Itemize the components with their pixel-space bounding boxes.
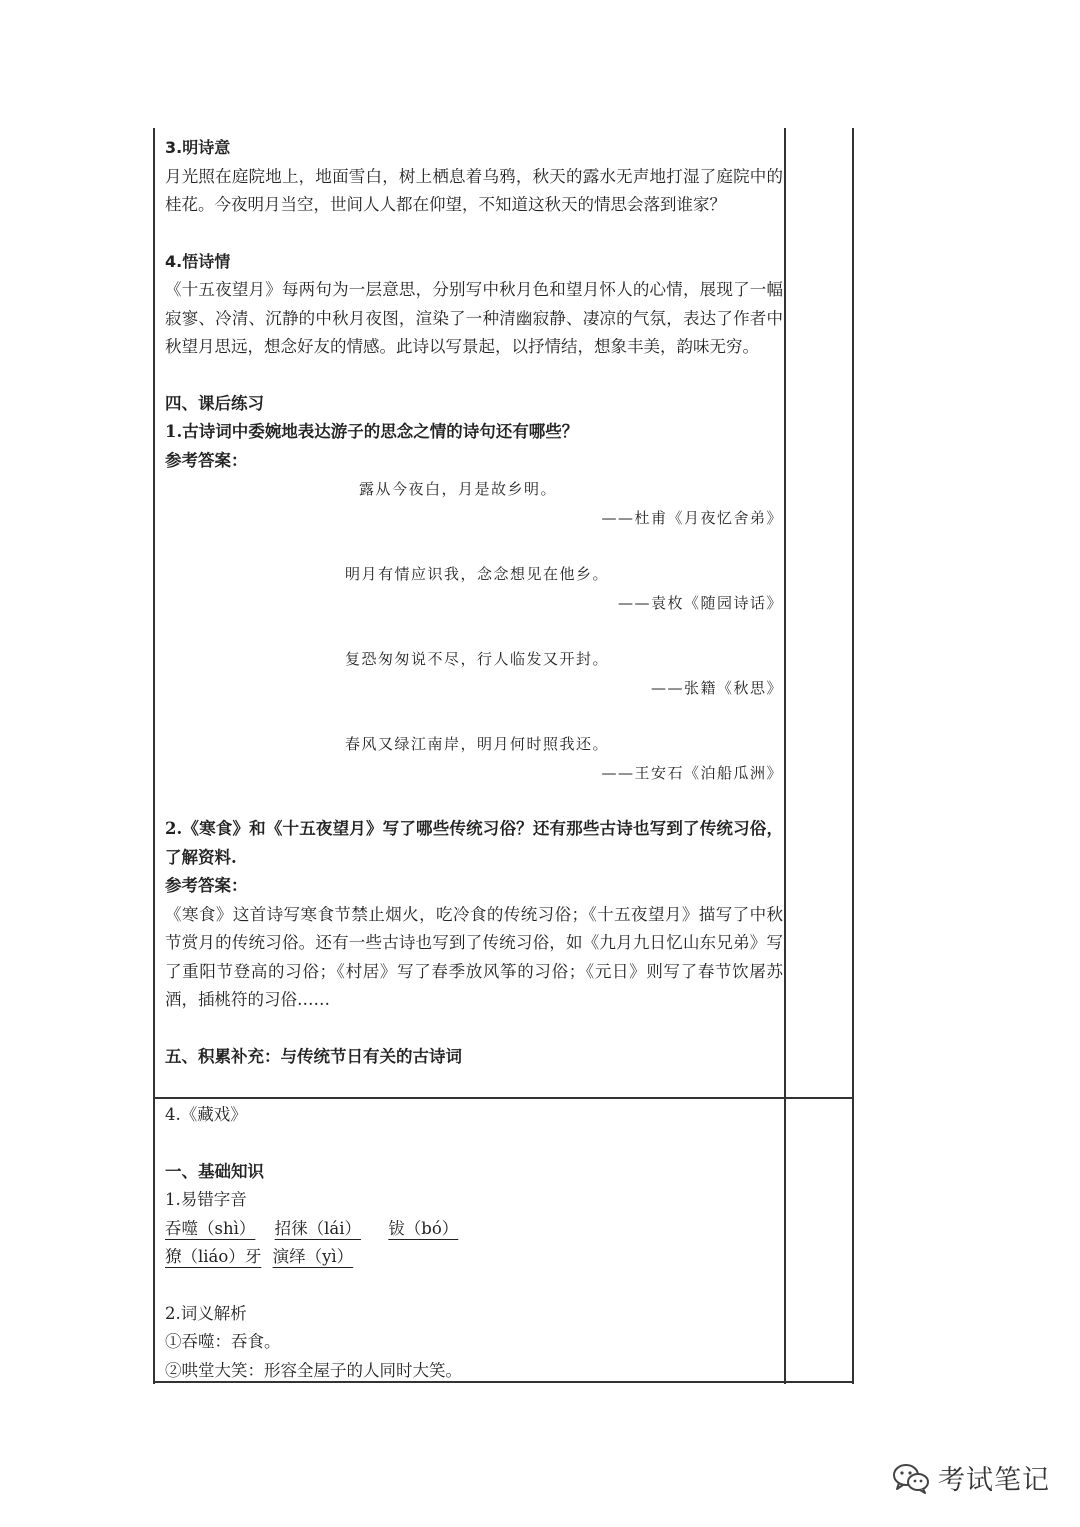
pronunciation-line-1 — [165, 1215, 783, 1244]
answer-label-2: 参考答案： — [165, 876, 248, 895]
watermark-text: 考试笔记 — [938, 1465, 1050, 1496]
table-border-right — [852, 128, 854, 1384]
poem-line: 春风又绿江南岸，明月何时照我还。 — [345, 735, 610, 753]
subsection-2-title: 2.词义解析 — [165, 1303, 247, 1323]
part-4-title: 四、课后练习 — [165, 393, 264, 413]
section-3-title: 3.明诗意 — [165, 138, 231, 157]
poem-line: 复恐匆匆说不尽，行人临发又开封。 — [345, 650, 610, 668]
subsection-1-title: 1.易错字音 — [165, 1190, 247, 1209]
part-5-title: 五、积累补充：与传统节日有关的古诗词 — [165, 1046, 462, 1066]
definition-2: ②哄堂大笑：形容全屋子的人同时大笑。 — [165, 1360, 462, 1380]
content-table — [153, 128, 854, 1384]
answer-2-text: 《寒食》这首诗写寒食节禁止烟火，吃冷食的传统习俗；《十五夜望月》描写了中秋节赏月的传统习俗。还有一些古诗也写到了传统习俗，如《九月九日忆山东兄弟》写了重阳节登高的习俗；《村居》写了春季放风筝的习俗；《元日》则写了春节饮屠苏酒，插桃符的习俗…… — [165, 904, 783, 1009]
part-1-title: 一、基础知识 — [165, 1161, 264, 1181]
pronunciation-line-2 — [165, 1243, 783, 1272]
row2-cell — [165, 1101, 783, 1385]
poem-source: ——王安石《泊船瓜洲》 — [601, 763, 783, 782]
pronunciation-item: 演绎（yì） — [272, 1247, 354, 1266]
pronunciation-item: 獠（liáo）牙 — [165, 1247, 262, 1266]
poem-line: 露从今夜白，月是故乡明。 — [359, 480, 558, 498]
lesson-title: 4.《藏戏》 — [165, 1105, 247, 1124]
poem-source: ——张籍《秋思》 — [650, 678, 783, 697]
section-3-text: 月光照在庭院地上，地面雪白，树上栖息着乌鸦，秋天的露水无声地打湿了庭院中的桂花。今夜明月当空，世间人人都在仰望，不知道这秋天的情思会落到谁家？ — [165, 166, 783, 214]
pronunciation-item: 吞噬（shì） — [165, 1218, 256, 1238]
poem-list — [165, 475, 783, 787]
poem-source: ——袁枚《随园诗话》 — [617, 593, 783, 612]
question-2: 2.《寒食》和《十五夜望月》写了哪些传统习俗？还有那些古诗也写到了传统习俗，了解资料. — [165, 819, 783, 867]
poem-line: 明月有情应识我，念念想见在他乡。 — [345, 565, 610, 583]
wechat-icon — [892, 1462, 930, 1494]
answer-label-1: 参考答案： — [165, 450, 248, 470]
poem-source: ——杜甫《月夜忆舍弟》 — [601, 508, 783, 527]
section-4-text: 《十五夜望月》每两句为一层意思，分别写中秋月色和望月怀人的心情，展现了一幅寂寥、冷清、沉静的中秋月夜图，渲染了一种清幽寂静、凄凉的气氛，表达了作者中秋望月思远，想念好友的情感。此诗以写景起，以抒情结，想象丰美，韵味无穷。 — [165, 280, 783, 356]
table-row-divider — [153, 1097, 854, 1099]
watermark — [892, 1458, 1050, 1497]
definition-1: ①吞噬：吞食。 — [165, 1332, 281, 1351]
table-border-middle — [784, 128, 786, 1384]
question-1: 1.古诗词中委婉地表达游子的思念之情的诗句还有哪些？ — [165, 422, 579, 441]
section-4-title: 4.悟诗情 — [165, 251, 231, 271]
table-border-left — [153, 128, 155, 1384]
pronunciation-item: 钹（bó） — [388, 1218, 459, 1238]
pronunciation-item: 招徕（lái） — [274, 1218, 362, 1238]
row1-cell — [165, 134, 783, 1071]
